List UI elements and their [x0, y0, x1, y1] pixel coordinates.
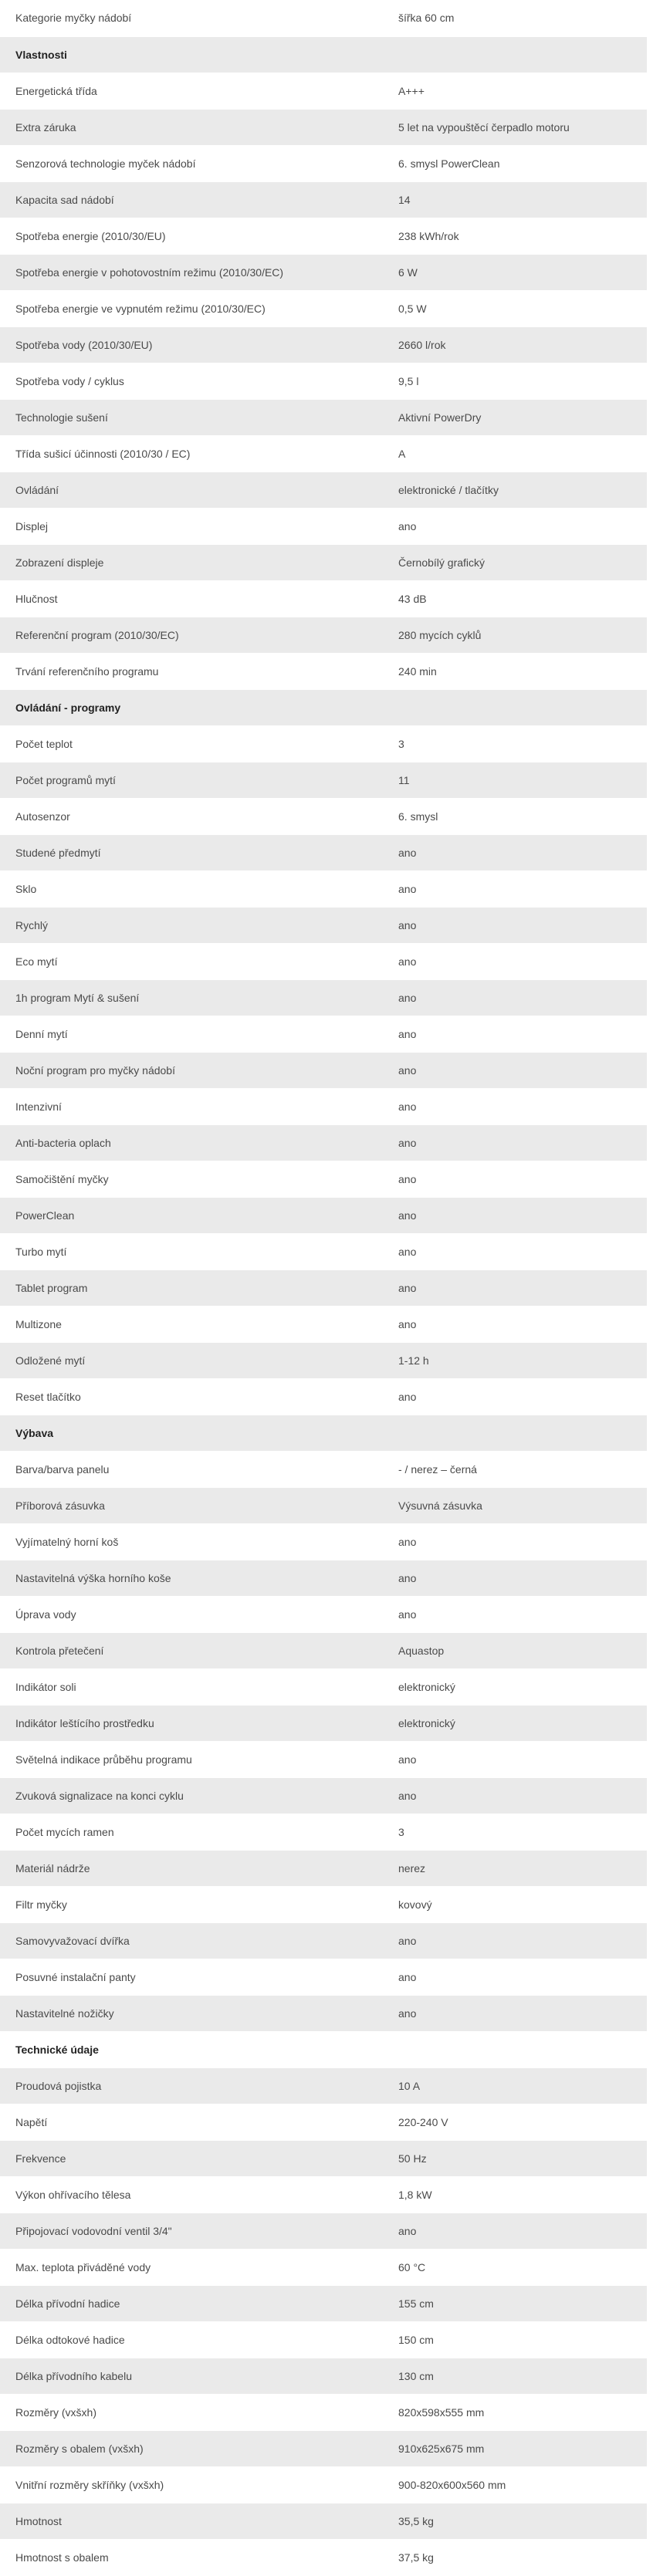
spec-row	[0, 725, 647, 762]
spec-label: Technologie sušení	[0, 399, 383, 435]
spec-label: Odložené mytí	[0, 1342, 383, 1378]
spec-value: 11	[383, 762, 647, 798]
spec-label: Eco mytí	[0, 943, 383, 979]
spec-label: Rychlý	[0, 907, 383, 943]
spec-value: 50 Hz	[383, 2140, 647, 2176]
spec-row	[0, 109, 647, 145]
spec-label: Počet teplot	[0, 725, 383, 762]
spec-row	[0, 1197, 647, 1233]
spec-label: Proudová pojistka	[0, 2067, 383, 2104]
spec-row	[0, 1741, 647, 1777]
spec-label: Rozměry s obalem (vxšxh)	[0, 2430, 383, 2466]
spec-row	[0, 2285, 647, 2321]
spec-row	[0, 2503, 647, 2539]
spec-label: Denní mytí	[0, 1016, 383, 1052]
spec-value: ano	[383, 1233, 647, 1269]
spec-label: Ovládání	[0, 472, 383, 508]
spec-value: 150 cm	[383, 2321, 647, 2358]
section-title: Vlastnosti	[0, 36, 383, 73]
spec-value: 6. smysl PowerClean	[383, 145, 647, 181]
spec-value: ano	[383, 1269, 647, 1306]
spec-value: 60 °C	[383, 2249, 647, 2285]
spec-value: ano	[383, 1016, 647, 1052]
spec-label: Hlučnost	[0, 580, 383, 617]
spec-value: 910x625x675 mm	[383, 2430, 647, 2466]
spec-label: Délka odtokové hadice	[0, 2321, 383, 2358]
spec-row	[0, 653, 647, 689]
spec-value: A+++	[383, 73, 647, 109]
spec-label: Indikátor soli	[0, 1668, 383, 1705]
spec-row	[0, 943, 647, 979]
spec-value: Černobílý grafický	[383, 544, 647, 580]
spec-row	[0, 1668, 647, 1705]
spec-label: PowerClean	[0, 1197, 383, 1233]
spec-label: Délka přívodní hadice	[0, 2285, 383, 2321]
spec-value: ano	[383, 1523, 647, 1560]
spec-row	[0, 1088, 647, 1124]
spec-row	[0, 834, 647, 870]
spec-label: Indikátor leštícího prostředku	[0, 1705, 383, 1741]
section-header-row	[0, 1415, 647, 1451]
spec-value: ano	[383, 1124, 647, 1161]
spec-value: 43 dB	[383, 580, 647, 617]
spec-row	[0, 1959, 647, 1995]
spec-row	[0, 1922, 647, 1959]
section-title-spacer	[383, 36, 647, 73]
spec-row	[0, 0, 647, 36]
spec-value: ano	[383, 943, 647, 979]
spec-label: Frekvence	[0, 2140, 383, 2176]
spec-value: ano	[383, 1959, 647, 1995]
spec-value: 1,8 kW	[383, 2176, 647, 2213]
spec-label: Rozměry (vxšxh)	[0, 2394, 383, 2430]
spec-row	[0, 544, 647, 580]
spec-label: Displej	[0, 508, 383, 544]
spec-value: 130 cm	[383, 2358, 647, 2394]
spec-value: ano	[383, 1052, 647, 1088]
spec-label: Hmotnost	[0, 2503, 383, 2539]
spec-label: Počet mycích ramen	[0, 1814, 383, 1850]
spec-label: Studené předmytí	[0, 834, 383, 870]
spec-value: 14	[383, 181, 647, 218]
spec-value: 6 W	[383, 254, 647, 290]
spec-value: ano	[383, 1197, 647, 1233]
spec-label: Napětí	[0, 2104, 383, 2140]
spec-row	[0, 2539, 647, 2575]
spec-label: Senzorová technologie myček nádobí	[0, 145, 383, 181]
spec-row	[0, 1378, 647, 1415]
spec-row	[0, 1124, 647, 1161]
spec-row	[0, 1233, 647, 1269]
spec-value: 35,5 kg	[383, 2503, 647, 2539]
spec-row	[0, 870, 647, 907]
spec-label: Počet programů mytí	[0, 762, 383, 798]
spec-row	[0, 145, 647, 181]
spec-value: ano	[383, 907, 647, 943]
spec-value: 2660 l/rok	[383, 326, 647, 363]
spec-label: Intenzivní	[0, 1088, 383, 1124]
spec-value: ano	[383, 1596, 647, 1632]
spec-label: Extra záruka	[0, 109, 383, 145]
spec-label: Světelná indikace průběhu programu	[0, 1741, 383, 1777]
spec-value: ano	[383, 1306, 647, 1342]
spec-row	[0, 580, 647, 617]
spec-label: Spotřeba energie ve vypnutém režimu (2010/30/EC)	[0, 290, 383, 326]
spec-label: Kontrola přetečení	[0, 1632, 383, 1668]
spec-label: Připojovací vodovodní ventil 3/4"	[0, 2213, 383, 2249]
spec-row	[0, 2321, 647, 2358]
spec-label: Materiál nádrže	[0, 1850, 383, 1886]
spec-label: Kategorie myčky nádobí	[0, 0, 383, 36]
spec-value: ano	[383, 834, 647, 870]
spec-row	[0, 2176, 647, 2213]
spec-value: 238 kWh/rok	[383, 218, 647, 254]
spec-value: 220-240 V	[383, 2104, 647, 2140]
spec-row	[0, 798, 647, 834]
spec-value: ano	[383, 1922, 647, 1959]
spec-row	[0, 2466, 647, 2503]
spec-label: Nastavitelné nožičky	[0, 1995, 383, 2031]
spec-value: 280 mycích cyklů	[383, 617, 647, 653]
spec-row	[0, 1269, 647, 1306]
spec-value: elektronický	[383, 1705, 647, 1741]
spec-row	[0, 290, 647, 326]
spec-value: 1-12 h	[383, 1342, 647, 1378]
spec-row	[0, 2249, 647, 2285]
spec-label: Třída sušicí účinnosti (2010/30 / EC)	[0, 435, 383, 472]
spec-row	[0, 1560, 647, 1596]
spec-row	[0, 326, 647, 363]
spec-row	[0, 2140, 647, 2176]
spec-row	[0, 1814, 647, 1850]
spec-row	[0, 1705, 647, 1741]
spec-value: ano	[383, 1995, 647, 2031]
spec-label: Posuvné instalační panty	[0, 1959, 383, 1995]
spec-value: ano	[383, 1741, 647, 1777]
section-title-spacer	[383, 689, 647, 725]
spec-value: elektronický	[383, 1668, 647, 1705]
spec-value: ano	[383, 508, 647, 544]
spec-value: ano	[383, 1560, 647, 1596]
spec-row	[0, 1886, 647, 1922]
spec-row	[0, 2067, 647, 2104]
spec-label: Autosenzor	[0, 798, 383, 834]
spec-value: 10 A	[383, 2067, 647, 2104]
spec-label: Anti-bacteria oplach	[0, 1124, 383, 1161]
spec-row	[0, 435, 647, 472]
spec-row	[0, 1850, 647, 1886]
spec-label: Barva/barva panelu	[0, 1451, 383, 1487]
spec-value: 6. smysl	[383, 798, 647, 834]
spec-value: ano	[383, 1777, 647, 1814]
spec-value: kovový	[383, 1886, 647, 1922]
spec-label: Spotřeba vody / cyklus	[0, 363, 383, 399]
spec-label: Multizone	[0, 1306, 383, 1342]
spec-value: 820x598x555 mm	[383, 2394, 647, 2430]
spec-value: 3	[383, 1814, 647, 1850]
spec-value: elektronické / tlačítky	[383, 472, 647, 508]
spec-row	[0, 762, 647, 798]
spec-label: Sklo	[0, 870, 383, 907]
spec-row	[0, 508, 647, 544]
spec-row	[0, 1161, 647, 1197]
spec-label: Spotřeba energie v pohotovostním režimu (2010/30/EC)	[0, 254, 383, 290]
spec-row	[0, 73, 647, 109]
spec-value: 155 cm	[383, 2285, 647, 2321]
spec-value: ano	[383, 870, 647, 907]
spec-value: Aquastop	[383, 1632, 647, 1668]
spec-label: Samovyvažovací dvířka	[0, 1922, 383, 1959]
spec-label: Příborová zásuvka	[0, 1487, 383, 1523]
spec-row	[0, 2394, 647, 2430]
spec-label: Referenční program (2010/30/EC)	[0, 617, 383, 653]
spec-row	[0, 2104, 647, 2140]
spec-row	[0, 1995, 647, 2031]
spec-label: Max. teplota přiváděné vody	[0, 2249, 383, 2285]
spec-label: Úprava vody	[0, 1596, 383, 1632]
spec-row	[0, 2213, 647, 2249]
spec-value: A	[383, 435, 647, 472]
section-title: Výbava	[0, 1415, 383, 1451]
spec-value: 9,5 l	[383, 363, 647, 399]
spec-row	[0, 1632, 647, 1668]
spec-row	[0, 399, 647, 435]
spec-value: 3	[383, 725, 647, 762]
section-title: Technické údaje	[0, 2031, 383, 2067]
spec-label: Energetická třída	[0, 73, 383, 109]
section-header-row	[0, 36, 647, 73]
spec-row	[0, 254, 647, 290]
spec-value: nerez	[383, 1850, 647, 1886]
spec-label: Zvuková signalizace na konci cyklu	[0, 1777, 383, 1814]
spec-value: šířka 60 cm	[383, 0, 647, 36]
spec-value: ano	[383, 1088, 647, 1124]
spec-row	[0, 907, 647, 943]
spec-value: 240 min	[383, 653, 647, 689]
spec-row	[0, 1052, 647, 1088]
spec-row	[0, 218, 647, 254]
spec-row	[0, 1523, 647, 1560]
spec-row	[0, 181, 647, 218]
spec-row	[0, 1016, 647, 1052]
spec-row	[0, 979, 647, 1016]
spec-label: Samočištění myčky	[0, 1161, 383, 1197]
spec-label: Turbo mytí	[0, 1233, 383, 1269]
spec-value: ano	[383, 2213, 647, 2249]
spec-label: Délka přívodního kabelu	[0, 2358, 383, 2394]
spec-value: 5 let na vypouštěcí čerpadlo motoru	[383, 109, 647, 145]
spec-value: ano	[383, 1161, 647, 1197]
spec-row	[0, 472, 647, 508]
spec-label: Reset tlačítko	[0, 1378, 383, 1415]
spec-row	[0, 2358, 647, 2394]
spec-row	[0, 1777, 647, 1814]
spec-label: Tablet program	[0, 1269, 383, 1306]
spec-row	[0, 1342, 647, 1378]
spec-value: 37,5 kg	[383, 2539, 647, 2575]
spec-label: Zobrazení displeje	[0, 544, 383, 580]
section-header-row	[0, 689, 647, 725]
spec-label: Spotřeba vody (2010/30/EU)	[0, 326, 383, 363]
spec-label: Nastavitelná výška horního koše	[0, 1560, 383, 1596]
spec-row	[0, 363, 647, 399]
spec-value: ano	[383, 979, 647, 1016]
spec-label: 1h program Mytí & sušení	[0, 979, 383, 1016]
spec-label: Výkon ohřívacího tělesa	[0, 2176, 383, 2213]
spec-row	[0, 1487, 647, 1523]
spec-value: Výsuvná zásuvka	[383, 1487, 647, 1523]
spec-label: Hmotnost s obalem	[0, 2539, 383, 2575]
spec-value: Aktivní PowerDry	[383, 399, 647, 435]
section-title: Ovládání - programy	[0, 689, 383, 725]
spec-value: ano	[383, 1378, 647, 1415]
spec-row	[0, 1306, 647, 1342]
spec-row	[0, 1451, 647, 1487]
section-header-row	[0, 2031, 647, 2067]
spec-label: Trvání referenčního programu	[0, 653, 383, 689]
section-title-spacer	[383, 1415, 647, 1451]
spec-value: 0,5 W	[383, 290, 647, 326]
spec-value: - / nerez – černá	[383, 1451, 647, 1487]
spec-row	[0, 2430, 647, 2466]
spec-label: Noční program pro myčky nádobí	[0, 1052, 383, 1088]
spec-row	[0, 1596, 647, 1632]
spec-label: Vnitřní rozměry skříňky (vxšxh)	[0, 2466, 383, 2503]
spec-label: Spotřeba energie (2010/30/EU)	[0, 218, 383, 254]
spec-value: 900-820x600x560 mm	[383, 2466, 647, 2503]
spec-label: Filtr myčky	[0, 1886, 383, 1922]
spec-label: Kapacita sad nádobí	[0, 181, 383, 218]
spec-label: Vyjímatelný horní koš	[0, 1523, 383, 1560]
section-title-spacer	[383, 2031, 647, 2067]
spec-row	[0, 617, 647, 653]
